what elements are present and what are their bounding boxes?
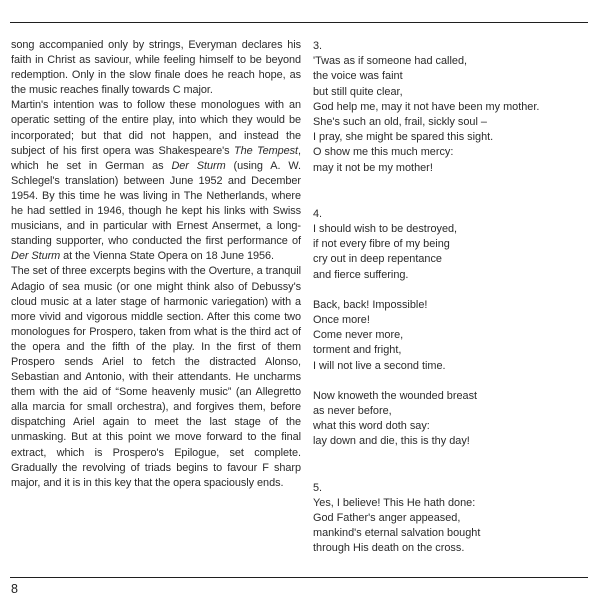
essay-text: at the Vienna State Opera on 18 June 1956. xyxy=(60,250,274,263)
poem-line: Come never more, xyxy=(313,329,404,342)
poem-line: Once more! xyxy=(313,314,370,327)
stanza-gap xyxy=(313,374,593,389)
section-gap xyxy=(313,450,593,481)
poem-line: O show me this much mercy: xyxy=(313,146,454,159)
poem-line: Yes, I believe! This He hath done: xyxy=(313,496,476,509)
essay-title-text: Der Sturm xyxy=(11,250,61,263)
poem-line: I pray, she might be spared this sight. xyxy=(313,131,494,144)
page-number: 8 xyxy=(11,582,18,596)
poem-line: what this word doth say: xyxy=(313,420,430,433)
essay-text: Martin's intention was to follow these monologues with an operatic setting of the entire play, into which they would be incorporated; but that did not happen, and instead the subject of his first opera was Shakespeare's xyxy=(11,99,301,157)
essay-paragraph xyxy=(11,98,301,264)
poem-line: God Father's anger appeased, xyxy=(313,512,461,525)
essay-title-text: Der Sturm xyxy=(171,159,226,172)
poem-stanza xyxy=(313,222,593,283)
poem-line: 'Twas as if someone had called, xyxy=(313,55,468,68)
poem-stanza xyxy=(313,389,593,450)
section-gap xyxy=(313,176,593,207)
section-number: 5. xyxy=(313,481,323,494)
poem-stanza xyxy=(313,54,593,176)
essay-text: (using A. W. Schlegel's translation) between June 1952 and December 1954. By this time he was living in The Netherlands, where he had settled in 1946, though he kept his links with Swiss musicians, and in particular with Ernest Ansermet, a long-standing supporter, who conducted the first performance of xyxy=(11,159,301,248)
poem-line: I will not live a second time. xyxy=(313,359,446,372)
poem-line: the voice was faint xyxy=(313,70,403,83)
poem-line: Back, back! Impossible! xyxy=(313,298,428,311)
poem-line: mankind's eternal salvation bought xyxy=(313,527,481,540)
section-number: 4. xyxy=(313,207,323,220)
poem-stanza xyxy=(313,496,593,557)
section-number: 3. xyxy=(313,40,323,52)
poem-line: but still quite clear, xyxy=(313,85,403,98)
poem-line: Now knoweth the wounded breast xyxy=(313,389,478,402)
poem-line: I should wish to be destroyed, xyxy=(313,223,458,236)
poem-line: as never before, xyxy=(313,405,392,418)
top-rule xyxy=(10,22,588,23)
stanza-gap xyxy=(313,283,593,298)
bottom-rule xyxy=(10,577,588,578)
poem-line: She's such an old, frail, sickly soul – xyxy=(313,116,487,129)
essay-paragraph xyxy=(11,264,301,490)
poem-line: may it not be my mother! xyxy=(313,161,433,174)
poem-line: and fierce suffering. xyxy=(313,268,409,281)
essay-text: song accompanied only by strings, Everyman declares his faith in Christ as saviour, while feeling himself to be beyond redemption. Only in the slow finale does he reach hope, as the music reaches finally towards C major. xyxy=(11,39,301,97)
poem-column xyxy=(313,39,593,557)
poem-stanza xyxy=(313,298,593,374)
poem-line: cry out in deep repentance xyxy=(313,253,442,266)
poem-line: torment and fright, xyxy=(313,344,402,357)
poem-line: through His death on the cross. xyxy=(313,542,465,555)
poem-line: lay down and die, this is thy day! xyxy=(313,435,470,448)
essay-paragraph xyxy=(11,38,301,98)
essay-column xyxy=(11,38,301,491)
poem-line: God help me, may it not have been my mother. xyxy=(313,100,540,113)
essay-text: The set of three excerpts begins with the Overture, a tranquil Adagio of sea music (or one might think also of Debussy's cloud music at a later stage of harmonic variegation) with a more vivid and vigorous middle section. After this come two monologues for Prospero, taken from what is the third act of the opera and the fifth of the play. In the first of them Prospero sends Ariel to fetch the distracted Alonso, Sebastian and Antonio, with their attendants. He uncharms them with the aid of “Some heavenly music” (an Allegretto alla marcia for small orchestra), and forgives them, before dispatching Ariel again to meet the last stage of the unmasking. But at this point we move forward to the final extract, which is Prospero's Epilogue, set complete. Gradually the revolving of triads begins to favour F sharp major, and it is in this key that the opera spaciously ends. xyxy=(11,265,301,489)
essay-text: , which he set in German as xyxy=(11,144,301,172)
poem-line: if not every fibre of my being xyxy=(313,238,450,251)
essay-title-text: The Tempest xyxy=(233,144,299,157)
